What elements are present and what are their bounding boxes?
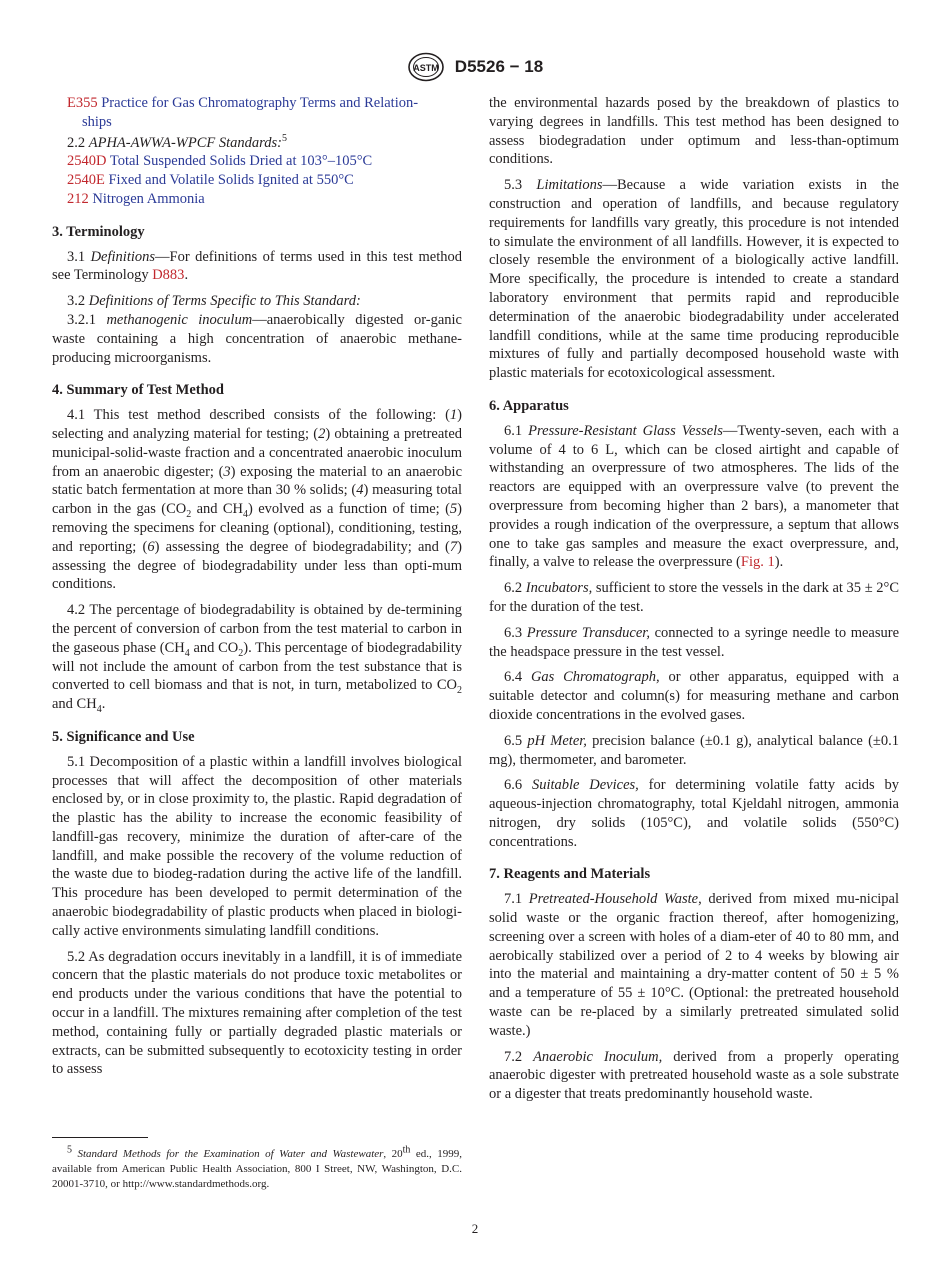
page-number: 2 bbox=[471, 1221, 479, 1236]
para-4-1: 4.1 This test method described consists of the following: (1) selecting and analyzing material for testing; (2) obtaining a pretreated municipal-solid-waste fraction and a concentrated anaerobic inoculum from an anaerobic digester; (3) exposing the material to an anaerobic static batch fermentation at more than 30 % solids; (4) measuring total carbon in the gas ($CO_2$ and $CH_4$) evolved as a function of time; (5) removing the specimens for cleaning (optional), conditioning, testing, and reporting; (6) assessing the degree of biodegradability; and (7) assessing the degree of biodegradability under less than opti-mum conditions. bbox=[52, 407, 462, 593]
reference-d883[interactable]: D883 bbox=[152, 267, 185, 284]
para-3-2-1: 3.2.1 methanogenic inoculum—anaerobically digested or-ganic waste containing a high concentration of anaerobic methane-producing microorganisms. bbox=[52, 311, 462, 366]
para-7-2: 7.2 Anaerobic Inoculum, derived from a properly operating anaerobic digester with pretreated household waste as a sole substrate or a digester that treats predominantly household waste. bbox=[489, 1048, 899, 1103]
para-5-3: 5.3 Limitations—Because a wide variation exists in the construction and operation of landfills, and because regulatory requirements for landfills vary greatly, this procedure is not intended to simulate the environment of all landfills. However, it is expected to closely resemble the environment of a biologically active landfill. More specifically, the procedure is intended to create a standard laboratory environment that permits rapid and reproducible determination of the anaerobic biodegradability under accelerated landfill conditions, while at the same time producing reproducible mixtures of fully and partially decomposed household waste with plastic materials for ecotoxicological assessment. bbox=[489, 177, 899, 382]
reference-e355[interactable]: E355 Practice for Gas Chromatography Terms and Relation- bbox=[67, 95, 419, 111]
para-6-3: 6.3 Pressure Transducer, connected to a syringe needle to measure the headspace pressure in the test vessel. bbox=[489, 624, 900, 660]
para-3-2: 3.2 Definitions of Terms Specific to This Standard: bbox=[67, 293, 361, 310]
para-7-1: 7.1 Pretreated-Household Waste, derived from mixed mu-nicipal solid waste or the organic fraction thereof, after homogenizing, screening over a screen with holes of a diam-eter of 40 to 80 mm, and aerobically stabilized over a period of 2 to 4 weeks by blowing air into the material and maintaining a dry-matter content of 50 ± 5 % and a temperature of 55 ± 10°C. (Optional: the pretreated household waste can be re-placed by a similarly pretreated simulated solid waste.) bbox=[489, 891, 899, 1039]
reference-e355-cont[interactable]: ships bbox=[82, 113, 112, 130]
apha-standards-heading: 2.2 APHA-AWWA-WPCF Standards:$^5$ bbox=[67, 132, 287, 151]
para-6-2: 6.2 Incubators, sufficient to store the vessels in the dark at 35 ± 2°C for the duration of the test. bbox=[489, 580, 900, 615]
footnote-rule bbox=[52, 1137, 148, 1138]
document-designation: D5526 − 18 bbox=[454, 57, 544, 76]
para-6-6: 6.6 Suitable Devices, for determining volatile fatty acids by aqueous-injection chromatography, total Kjeldahl nitrogen, ammonia nitrogen, dry solids (105°C), and volatile solids (550°C) concentrations. bbox=[489, 777, 899, 850]
para-5-2: 5.2 As degradation occurs inevitably in a landfill, it is of immediate concern that the plastic materials do not produce toxic metabolites or end products under the various conditions that have the potential to occur in a landfill. The mixtures remaining after completion of the test method, containing fully or partially degraded plastic materials or extracts, can be submitted subsequently to ecotoxicity testing in order to assess bbox=[52, 948, 462, 1078]
reference-2540d[interactable]: 2540D Total Suspended Solids Dried at 103°–105°C bbox=[67, 153, 373, 170]
left-column bbox=[52, 94, 462, 1086]
page-header bbox=[0, 52, 950, 82]
reference-212[interactable]: 212 Nitrogen Ammonia bbox=[67, 190, 205, 207]
footnote-5: $^5$ Standard Methods for the Examination of Water and Wastewater, 20th ed., 1999, available from American Public Health Association, 800 I Street, NW, Washington, D.C. 20001-3710, or http://www.standardmethods.org. bbox=[52, 1144, 463, 1190]
reference-2540e[interactable]: 2540E Fixed and Volatile Solids Ignited at 550°C bbox=[67, 172, 354, 189]
para-6-4: 6.4 Gas Chromatograph, or other apparatus, equipped with a suitable detector and column(s) for measuring methane and carbon dioxide concentrations in the evolved gases. bbox=[489, 669, 900, 723]
para-5-1: 5.1 Decomposition of a plastic within a landfill involves biological processes that will affect the decomposition of other materials enclosed by, or in close proximity to, the plastic. Rapid degradation of the plastic has the ability to increase the economic feasibility of landfill-gas recovery, minimize the duration of after-care of the landfill, and make possible the recovery of the volume reduction of the waste due to biodeg-radation during the active life of the landfill. This procedure has been developed to permit determination of the anaerobic biodegradability of plastic products when placed in biologi-cally active environments simulating landfill conditions. bbox=[52, 753, 462, 939]
para-6-1: 6.1 Pressure-Resistant Glass Vessels—Twenty-seven, each with a volume of 4 to 6 L, which can be closed airtight and capable of withstanding an overpressure of two atmospheres. The lids of the reactors are equipped with an overpressure valve (to prevent the overpressure from becoming higher than 2 bars), a manometer that provides a rough indication of the overpressure, a septum that allows one to take gas samples and measure the exact overpressure, and, finally, a valve to release the overpressure (Fig. 1). bbox=[489, 422, 899, 571]
section-6-heading: 6. Apparatus bbox=[489, 397, 569, 414]
para-4-2: 4.2 The percentage of biodegradability is obtained by de-termining the percent of conversion of carbon from the test material to carbon in the gaseous phase ($CH_4$ and $CO_2$). This percentage of biodegradability will not include the amount of carbon from the test substance that is converted to cell biomass and that is not, in turn, metabolized to $CO_2$ and $CH_4$. bbox=[52, 602, 462, 715]
section-3-heading: 3. Terminology bbox=[52, 223, 145, 240]
para-5-2-cont: the environmental hazards posed by the breakdown of plastics to varying degrees in landfills. This test method has been designed to assess biodegradation under optimum and less-than-optimum conditions. bbox=[489, 95, 899, 168]
section-4-heading: 4. Summary of Test Method bbox=[52, 382, 224, 399]
section-7-heading: 7. Reagents and Materials bbox=[489, 866, 651, 883]
right-column bbox=[489, 94, 899, 1111]
figure-1-link[interactable]: Fig. 1 bbox=[740, 554, 775, 571]
section-5-heading: 5. Significance and Use bbox=[52, 728, 195, 745]
astm-logo-icon bbox=[407, 52, 445, 82]
para-6-5: 6.5 pH Meter, precision balance (±0.1 g), analytical balance (±0.1 mg), thermometer, and barometer. bbox=[489, 732, 899, 768]
para-3-1: 3.1 Definitions—For definitions of terms used in this test method see Terminology D883. bbox=[52, 248, 462, 284]
svg-text:ASTM: ASTM bbox=[413, 63, 439, 73]
